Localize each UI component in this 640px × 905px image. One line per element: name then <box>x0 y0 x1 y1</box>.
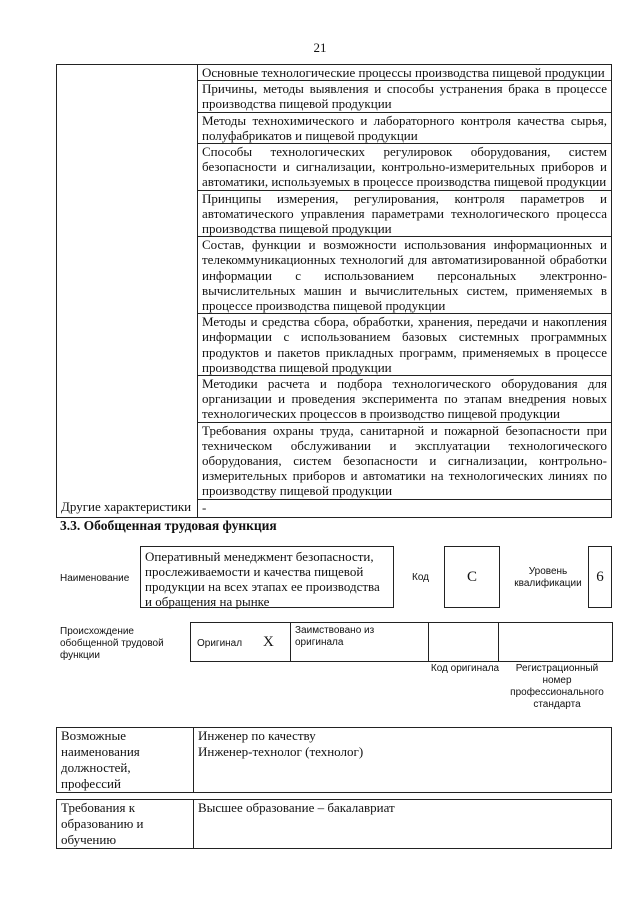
code-label: Код <box>412 572 430 583</box>
original-mark: X <box>263 634 274 650</box>
borrowed-label: Заимствовано из оригинала <box>291 623 429 662</box>
positions-table <box>56 727 612 793</box>
positions-values-cell <box>194 728 612 793</box>
knowledge-item: Способы технологических регулировок оборудования, систем безопасности и сигнализации, контрольно-измерительных приборов и автоматики, используемых в процессе производства пищевой продукции <box>198 144 612 191</box>
education-value: Высшее образование – бакалавриат <box>194 800 612 849</box>
section-title: 3.3. Обобщенная трудовая функция <box>60 518 277 533</box>
knowledge-item: Методики расчета и подбора технологического оборудования для организации и проведения эксперимента по этапам внедрения новых технологических процессов в производство пищевой продукции <box>198 376 612 423</box>
knowledge-item: Методы технохимического и лабораторного контроля качества сырья, полуфабрикатов и пищевой продукции <box>198 112 612 143</box>
education-label: Требования к образованию и обучению <box>57 800 194 849</box>
position-item: Инженер по качеству <box>198 728 316 743</box>
knowledge-table <box>56 64 612 518</box>
education-table <box>56 799 612 849</box>
reg-number-label: Регистрационный номер профессионального стандарта <box>510 663 604 710</box>
position-item: Инженер-технолог (технолог) <box>198 744 364 759</box>
original-label: Оригинал <box>197 638 243 649</box>
level-label: Уровень квалификации <box>514 566 582 589</box>
knowledge-item: Требования охраны труда, санитарной и пожарной безопасности при техническом обслуживании и эксплуатации технологического оборудования, систем безопасности и сигнализации, контрольно-измерительных приборов и автоматики на технологических линиях по производству пищевой продукции <box>198 422 612 499</box>
name-label: Наименование <box>60 573 130 584</box>
original-cell <box>191 623 291 662</box>
other-characteristics-value: - <box>198 499 612 517</box>
other-characteristics-label: Другие характеристики <box>57 499 198 517</box>
origin-code-cell <box>429 623 499 662</box>
page-number: 21 <box>313 40 327 55</box>
knowledge-label-cell <box>57 65 198 500</box>
knowledge-item: Причины, методы выявления и способы устранения брака в процессе производства пищевой продукции <box>198 81 612 112</box>
reg-number-cell <box>499 623 613 662</box>
knowledge-item: Состав, функции и возможности использования информационных и телекоммуникационных технологий для автоматизированной обработки информации с использованием персональных электронно-вычислительных машин и вычислительных систем, применяемых в процессе производства пищевой продукции <box>198 237 612 314</box>
knowledge-item: Методы и средства сбора, обработки, хранения, передачи и накопления информации с использованием базовых системных программных продуктов и пакетов прикладных программ, применяемых в процессе производства пищевой продукции <box>198 314 612 376</box>
origin-table <box>190 622 613 662</box>
origin-label: Происхождение обобщенной трудовой функции <box>60 626 164 661</box>
code-value: C <box>444 546 500 608</box>
level-value: 6 <box>588 546 612 608</box>
origin-code-label: Код оригинала <box>430 663 500 674</box>
name-value: Оперативный менеджмент безопасности, прослеживаемости и качества пищевой продукции на всех этапах ее производства и обращения на рынке <box>140 546 394 608</box>
positions-label: Возможные наименования должностей, профессий <box>57 728 194 793</box>
knowledge-item: Основные технологические процессы производства пищевой продукции <box>198 65 612 81</box>
knowledge-item: Принципы измерения, регулирования, контроля параметров и автоматического управления параметрами технологического процесса производства пищевой продукции <box>198 190 612 237</box>
